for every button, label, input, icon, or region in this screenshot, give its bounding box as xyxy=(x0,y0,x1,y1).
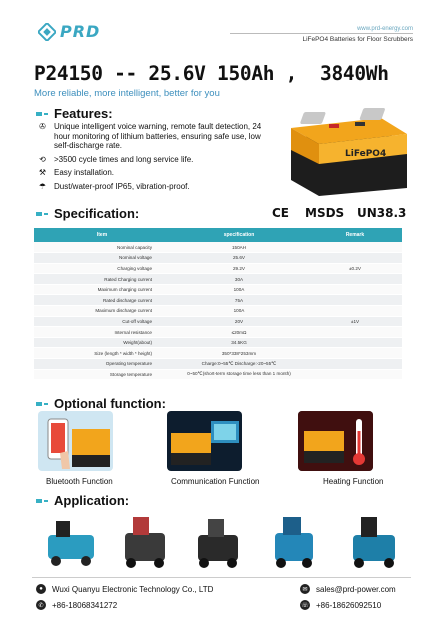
feature-item: ⚒ Easy installation. xyxy=(38,168,115,177)
section-marker-icon xyxy=(36,212,48,216)
floor-scrubber-image xyxy=(345,511,403,571)
spec-table-row xyxy=(34,316,402,327)
msds-mark: MSDS xyxy=(305,206,345,220)
section-marker-icon xyxy=(36,112,48,116)
section-marker-icon xyxy=(36,402,48,406)
features-heading: Features: xyxy=(36,106,113,121)
spec-cell-remark xyxy=(308,348,402,359)
spec-cell-item: Internal resistance xyxy=(34,327,170,338)
footer-company: ● Wuxi Quanyu Electronic Technology Co., LTD xyxy=(36,584,213,594)
product-title: P24150 -- 25.6V 150Ah , 3840Wh xyxy=(34,62,389,85)
brand-name: PRD xyxy=(60,22,101,41)
footer-email[interactable]: ✉ sales@prd-power.com xyxy=(300,584,396,594)
spec-cell-remark xyxy=(308,327,402,338)
bluetooth-function-image xyxy=(38,411,113,471)
feature-item: ⟲ >3500 cycle times and long service life. xyxy=(39,154,194,164)
spec-cell-item: Rated discharge current xyxy=(34,295,170,306)
spec-cell-spec: 34.5KG xyxy=(170,337,308,348)
column-header: Item xyxy=(34,228,170,242)
tagline: More reliable, more intelligent, better for you xyxy=(34,88,220,99)
spec-table-row xyxy=(34,327,402,338)
spec-cell-spec: 350*338*253mm xyxy=(170,348,308,359)
spec-table-row xyxy=(34,253,402,264)
spec-cell-item: Nominal voltage xyxy=(34,253,170,264)
spec-cell-item: Nominal capacity xyxy=(34,242,170,253)
brand-logo xyxy=(38,22,100,41)
spec-cell-spec: 100A xyxy=(170,306,308,317)
spec-cell-item: Rated Charging current xyxy=(34,274,170,285)
section-marker-icon xyxy=(36,499,48,503)
spec-cell-spec: 0~50℃(short-term storage time less than 1 month) xyxy=(170,369,308,380)
column-header: Remark xyxy=(308,228,402,242)
spec-table-row xyxy=(34,348,402,359)
spec-cell-remark xyxy=(308,359,402,370)
spec-cell-spec: 100A xyxy=(170,284,308,295)
spec-cell-item: Cut-off voltage xyxy=(34,316,170,327)
communication-function-label: Communication Function xyxy=(171,477,260,486)
application-heading: Application: xyxy=(36,493,129,508)
communication-function-image xyxy=(167,411,242,471)
voice-warning-icon: ✇ xyxy=(39,122,46,131)
whatsapp-icon: ✆ xyxy=(36,600,46,610)
heating-function-image xyxy=(298,411,373,471)
prd-logo-icon xyxy=(38,23,56,41)
spec-cell-remark xyxy=(308,253,402,264)
spec-table-row xyxy=(34,295,402,306)
spec-cell-item: Operating temperature xyxy=(34,359,170,370)
spec-cell-remark xyxy=(308,274,402,285)
spec-cell-item: Size (length * width * height) xyxy=(34,348,170,359)
phone-icon: ☏ xyxy=(300,600,310,610)
spec-cell-item: Charging voltage xyxy=(34,263,170,274)
spec-cell-item: Storage temperature xyxy=(34,369,170,380)
location-icon: ● xyxy=(36,584,46,594)
feature-item: ☂ Dust/water-proof IP65, vibration-proof. xyxy=(38,181,190,191)
spec-table-row xyxy=(34,284,402,295)
spec-table-row xyxy=(34,274,402,285)
specification-heading: Specification: xyxy=(36,206,139,221)
spec-cell-remark xyxy=(308,337,402,348)
spec-cell-remark xyxy=(308,284,402,295)
spec-cell-spec: 150AH xyxy=(170,242,308,253)
spec-cell-spec: 75A xyxy=(170,295,308,306)
spec-cell-remark xyxy=(308,295,402,306)
email-icon: ✉ xyxy=(300,584,310,594)
floor-scrubber-image xyxy=(115,511,173,571)
spec-cell-remark: ±1V xyxy=(308,316,402,327)
floor-scrubber-image xyxy=(188,511,246,571)
spec-table-row xyxy=(34,337,402,348)
un383-mark: UN38.3 xyxy=(357,206,407,220)
spec-cell-remark xyxy=(308,306,402,317)
website-url[interactable]: www.prd-energy.com xyxy=(357,26,413,32)
spec-cell-item: Maximum charging current xyxy=(34,284,170,295)
spec-table-header xyxy=(34,228,402,242)
spec-table-row xyxy=(34,263,402,274)
footer-divider xyxy=(32,577,411,578)
battery-product-image xyxy=(285,104,413,196)
ce-mark: CE xyxy=(272,206,290,220)
spec-table xyxy=(34,228,402,380)
spec-cell-spec: 29.2V xyxy=(170,263,308,274)
battery-label: LiFePO4 xyxy=(345,149,387,159)
spec-cell-spec: Charge:0~55℃ Discharge:-20~55℃ xyxy=(170,359,308,370)
floor-scrubber-image xyxy=(265,511,323,571)
footer-phone[interactable]: ☏ +86-18626092510 xyxy=(301,600,382,610)
umbrella-icon: ☂ xyxy=(38,181,47,191)
spec-cell-remark xyxy=(308,369,402,380)
heating-function-label: Heating Function xyxy=(323,477,384,486)
spec-cell-item: Maximum discharge current xyxy=(34,306,170,317)
column-header: specification xyxy=(170,228,308,242)
tools-icon: ⚒ xyxy=(38,168,47,177)
spec-cell-spec: 30A xyxy=(170,274,308,285)
spec-table-row xyxy=(34,369,402,380)
header-subtitle: LiFePO4 Batteries for Floor Scrubbers xyxy=(302,36,413,43)
floor-scrubber-image xyxy=(42,511,100,571)
optional-heading: Optional function: xyxy=(36,396,166,411)
spec-table-row xyxy=(34,359,402,370)
spec-cell-item: Weight(about) xyxy=(34,337,170,348)
spec-cell-spec: ≤20mΩ xyxy=(170,327,308,338)
spec-table-row xyxy=(34,306,402,317)
feature-item: ✇ Unique intelligent voice warning, remote fault detection, 24 hour monitoring of lithium batteries, ensuring safe use, low self-discharge rate. xyxy=(39,122,262,150)
footer-whatsapp[interactable]: ✆ +86-18068341272 xyxy=(36,600,117,610)
features-list xyxy=(38,122,273,195)
header-divider xyxy=(230,33,413,34)
spec-table-row xyxy=(34,242,402,253)
cycle-icon: ⟲ xyxy=(39,154,46,164)
spec-cell-spec: 20V xyxy=(170,316,308,327)
bluetooth-function-label: Bluetooth Function xyxy=(46,477,113,486)
spec-cell-remark xyxy=(308,242,402,253)
spec-cell-remark: ±0.2V xyxy=(308,263,402,274)
spec-cell-spec: 25.6V xyxy=(170,253,308,264)
